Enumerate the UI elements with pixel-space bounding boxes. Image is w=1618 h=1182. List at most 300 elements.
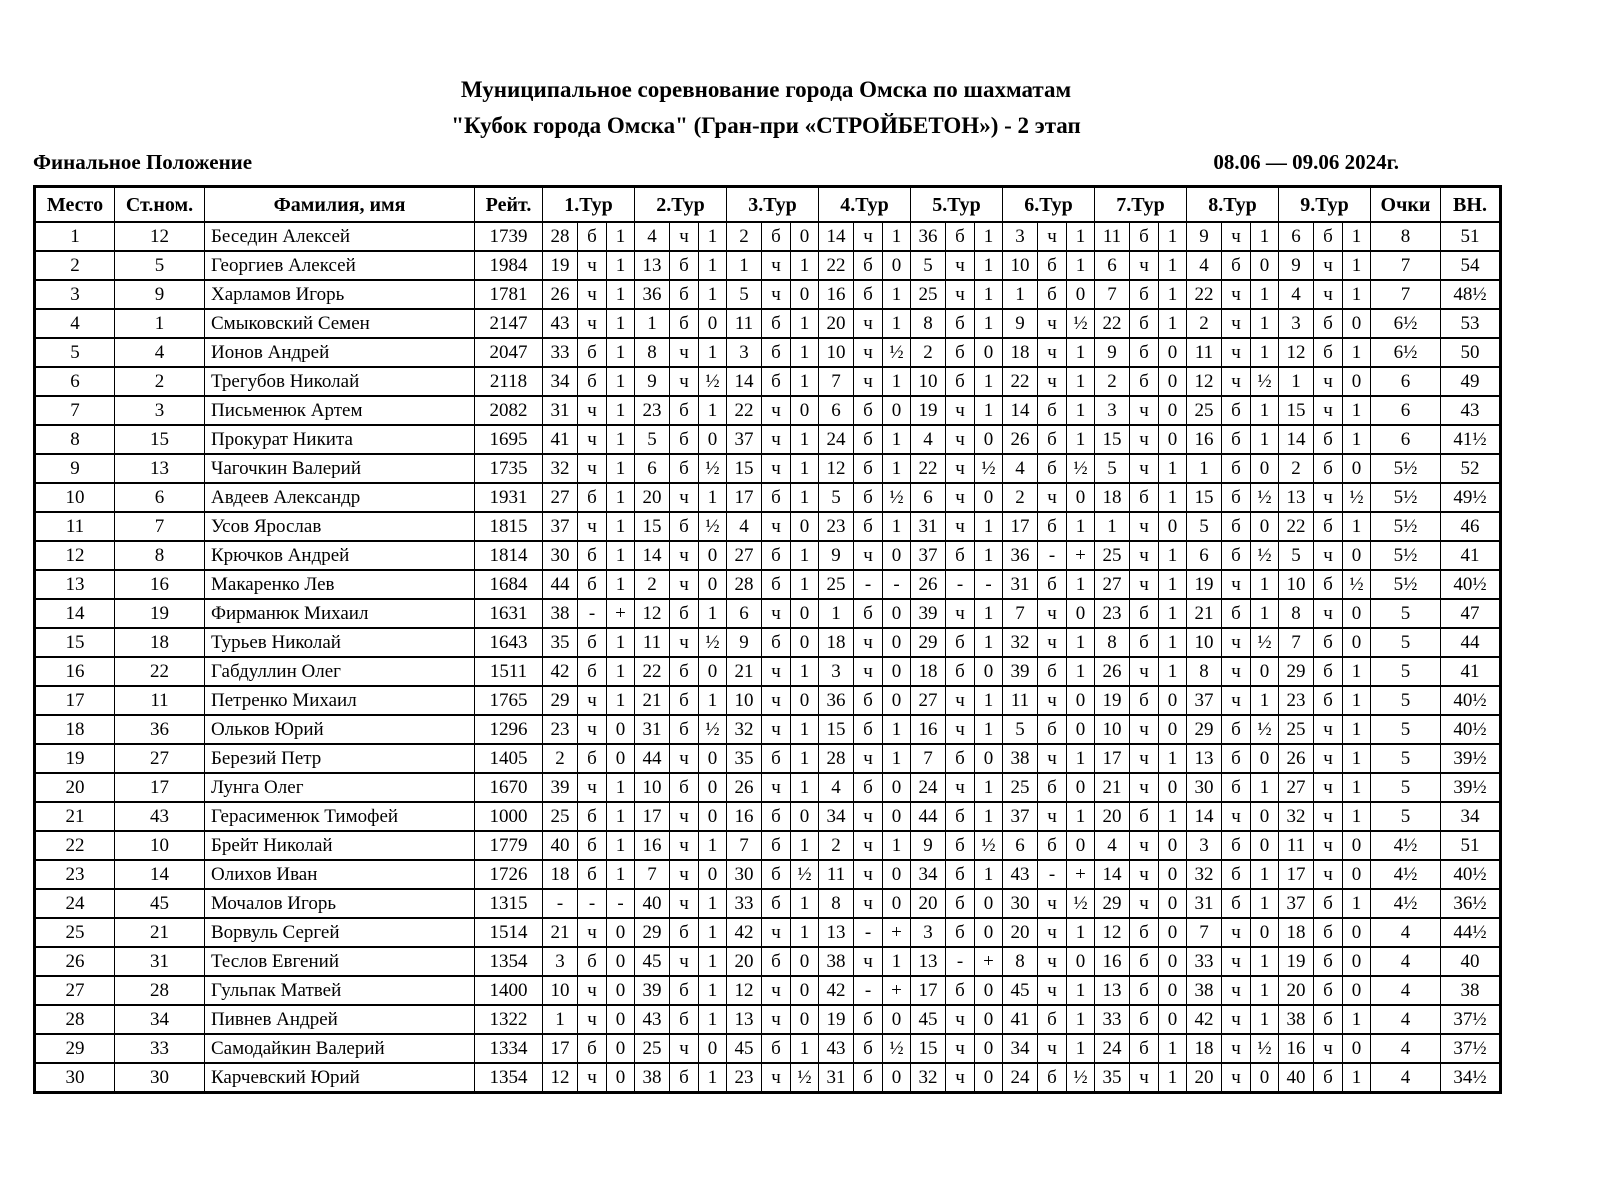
cell-opponent: 19 [819, 1005, 854, 1034]
cell-result: 1 [883, 831, 911, 860]
cell-color: ч [762, 396, 791, 425]
cell-opponent: 20 [819, 309, 854, 338]
cell-color: ч [762, 425, 791, 454]
cell-color: б [854, 686, 883, 715]
date-range: 08.06 — 09.06 2024г. [1213, 150, 1399, 174]
cell-opponent: 7 [819, 367, 854, 396]
cell-opponent: 32 [911, 1063, 946, 1093]
cell-color: ч [1314, 251, 1343, 280]
cell-color: ч [670, 889, 699, 918]
cell-place: 8 [35, 425, 115, 454]
cell-buchholz: 54 [1441, 251, 1501, 280]
cell-rating: 2082 [475, 396, 543, 425]
cell-result: 1 [883, 425, 911, 454]
cell-opponent: 3 [819, 657, 854, 686]
cell-rating: 1931 [475, 483, 543, 512]
cell-opponent: 19 [543, 251, 578, 280]
cell-result: 1 [699, 686, 727, 715]
table-row [35, 309, 1501, 338]
cell-start-number: 13 [115, 454, 205, 483]
cell-opponent: 33 [727, 889, 762, 918]
cell-result: 1 [607, 628, 635, 657]
cell-color: ч [1130, 541, 1159, 570]
cell-opponent: 35 [727, 744, 762, 773]
cell-result: 1 [791, 657, 819, 686]
cell-opponent: 24 [819, 425, 854, 454]
cell-result: 0 [1251, 802, 1279, 831]
cell-opponent: 21 [635, 686, 670, 715]
cell-color: б [1038, 715, 1067, 744]
cell-buchholz: 40½ [1441, 715, 1501, 744]
cell-buchholz: 40 [1441, 947, 1501, 976]
cell-color: ч [1314, 367, 1343, 396]
cell-color: б [946, 541, 975, 570]
table-row [35, 570, 1501, 599]
cell-result: 0 [1159, 976, 1187, 1005]
cell-player-name: Усов Ярослав [205, 512, 475, 541]
cell-opponent: 28 [819, 744, 854, 773]
cell-player-name: Олихов Иван [205, 860, 475, 889]
cell-color: ч [1314, 541, 1343, 570]
cell-result: 0 [1159, 425, 1187, 454]
cell-opponent: 36 [911, 222, 946, 251]
cell-result: 1 [1251, 599, 1279, 628]
cell-opponent: 36 [819, 686, 854, 715]
cell-opponent: 21 [543, 918, 578, 947]
cell-result: 0 [1159, 367, 1187, 396]
cell-result: 1 [975, 802, 1003, 831]
cell-opponent: 24 [1003, 1063, 1038, 1093]
cell-result: 1 [699, 976, 727, 1005]
cell-color: б [1130, 947, 1159, 976]
cell-color: ч [578, 686, 607, 715]
cell-result: 0 [975, 338, 1003, 367]
cell-color: - [854, 976, 883, 1005]
cell-place: 9 [35, 454, 115, 483]
cell-opponent: 21 [1187, 599, 1222, 628]
cell-opponent: 27 [543, 483, 578, 512]
cell-color: б [670, 976, 699, 1005]
cell-color: ч [670, 222, 699, 251]
cell-result: 1 [1067, 918, 1095, 947]
cell-color: б [1038, 1063, 1067, 1093]
cell-color: ч [1314, 280, 1343, 309]
cell-color: ч [762, 773, 791, 802]
cell-opponent: 7 [1095, 280, 1130, 309]
cell-result: 1 [1159, 570, 1187, 599]
cell-points: 4½ [1371, 860, 1441, 889]
cell-color: б [670, 425, 699, 454]
cell-opponent: 26 [911, 570, 946, 599]
cell-result: 1 [1067, 802, 1095, 831]
cell-result: 0 [607, 1034, 635, 1063]
cell-opponent: 3 [727, 338, 762, 367]
cell-player-name: Авдеев Александр [205, 483, 475, 512]
cell-result: 1 [883, 280, 911, 309]
cell-opponent: 32 [1279, 802, 1314, 831]
cell-opponent: 37 [1279, 889, 1314, 918]
cell-buchholz: 37½ [1441, 1034, 1501, 1063]
cell-rating: 1726 [475, 860, 543, 889]
cell-color: б [1222, 889, 1251, 918]
cell-result: + [1067, 860, 1095, 889]
cell-opponent: 20 [727, 947, 762, 976]
cell-color: ч [946, 454, 975, 483]
cell-opponent: 24 [1095, 1034, 1130, 1063]
cell-opponent: 4 [911, 425, 946, 454]
cell-rating: 1334 [475, 1034, 543, 1063]
cell-rating: 1631 [475, 599, 543, 628]
cell-opponent: 30 [1187, 773, 1222, 802]
cell-result: 1 [699, 251, 727, 280]
table-row [35, 831, 1501, 860]
cell-result: 0 [1159, 686, 1187, 715]
cell-opponent: 27 [911, 686, 946, 715]
cell-opponent: 29 [1095, 889, 1130, 918]
cell-color: ч [1038, 686, 1067, 715]
cell-opponent: 9 [1003, 309, 1038, 338]
cell-opponent: 3 [1095, 396, 1130, 425]
cell-opponent: 11 [1003, 686, 1038, 715]
cell-color: б [1038, 425, 1067, 454]
cell-opponent: 31 [911, 512, 946, 541]
cell-buchholz: 39½ [1441, 744, 1501, 773]
cell-result: 1 [883, 947, 911, 976]
cell-color: ч [762, 280, 791, 309]
cell-opponent: 13 [727, 1005, 762, 1034]
table-row [35, 338, 1501, 367]
cell-result: 0 [607, 918, 635, 947]
cell-opponent: 13 [1095, 976, 1130, 1005]
cell-opponent: 2 [543, 744, 578, 773]
cell-color: б [762, 367, 791, 396]
cell-result: 0 [975, 425, 1003, 454]
cell-result: 1 [1251, 889, 1279, 918]
cell-color: ч [1222, 367, 1251, 396]
cell-opponent: 11 [1187, 338, 1222, 367]
cell-result: 0 [883, 889, 911, 918]
cell-result: 0 [607, 947, 635, 976]
cell-points: 7 [1371, 251, 1441, 280]
cell-opponent: 9 [819, 541, 854, 570]
cell-color: б [1130, 976, 1159, 1005]
cell-rating: 1814 [475, 541, 543, 570]
cell-result: 0 [1343, 1034, 1371, 1063]
cell-color: б [946, 831, 975, 860]
cell-result: 0 [1067, 483, 1095, 512]
cell-place: 7 [35, 396, 115, 425]
cell-opponent: 6 [635, 454, 670, 483]
cell-color: ч [1130, 454, 1159, 483]
table-row [35, 744, 1501, 773]
cell-result: 0 [975, 1063, 1003, 1093]
cell-color: ч [1130, 425, 1159, 454]
cell-color: б [1130, 222, 1159, 251]
cell-result: 0 [791, 599, 819, 628]
cell-color: - [854, 918, 883, 947]
cell-points: 5 [1371, 628, 1441, 657]
cell-start-number: 17 [115, 773, 205, 802]
cell-color: ч [1038, 918, 1067, 947]
cell-color: б [1038, 512, 1067, 541]
cell-color: б [670, 773, 699, 802]
cell-color: б [762, 628, 791, 657]
cell-result: 1 [975, 773, 1003, 802]
cell-player-name: Фирманюк Михаил [205, 599, 475, 628]
cell-opponent: 14 [1003, 396, 1038, 425]
cell-color: ч [1314, 773, 1343, 802]
cell-result: 1 [1343, 686, 1371, 715]
cell-player-name: Габдуллин Олег [205, 657, 475, 686]
cell-opponent: 19 [911, 396, 946, 425]
cell-color: б [1038, 1005, 1067, 1034]
cell-rating: 1514 [475, 918, 543, 947]
cell-color: б [854, 280, 883, 309]
cell-opponent: 43 [1003, 860, 1038, 889]
cell-start-number: 14 [115, 860, 205, 889]
cell-result: 0 [1343, 309, 1371, 338]
cell-result: 1 [975, 222, 1003, 251]
cell-opponent: 23 [1095, 599, 1130, 628]
cell-color: б [1038, 657, 1067, 686]
cell-result: 0 [1251, 251, 1279, 280]
cell-color: б [946, 918, 975, 947]
cell-result: 1 [791, 338, 819, 367]
table-row [35, 1063, 1501, 1093]
cell-result: 1 [607, 454, 635, 483]
cell-opponent: 38 [1187, 976, 1222, 1005]
cell-opponent: 27 [1095, 570, 1130, 599]
cell-result: 1 [1067, 744, 1095, 773]
cell-color: б [1130, 338, 1159, 367]
cell-buchholz: 51 [1441, 831, 1501, 860]
cell-opponent: 20 [635, 483, 670, 512]
cell-buchholz: 41½ [1441, 425, 1501, 454]
cell-opponent: 7 [1187, 918, 1222, 947]
cell-opponent: 22 [1279, 512, 1314, 541]
cell-player-name: Березий Петр [205, 744, 475, 773]
cell-start-number: 2 [115, 367, 205, 396]
cell-opponent: 34 [819, 802, 854, 831]
cell-color: ч [1222, 947, 1251, 976]
cell-rating: 2047 [475, 338, 543, 367]
cell-result: 1 [607, 396, 635, 425]
cell-opponent: 14 [727, 367, 762, 396]
cell-opponent: 32 [543, 454, 578, 483]
cell-player-name: Мочалов Игорь [205, 889, 475, 918]
cell-opponent: 20 [911, 889, 946, 918]
cell-color: б [946, 657, 975, 686]
cell-color: б [578, 541, 607, 570]
cell-color: б [578, 657, 607, 686]
cell-result: 0 [1251, 1063, 1279, 1093]
cell-opponent: 10 [911, 367, 946, 396]
cell-result: 0 [791, 686, 819, 715]
cell-result: 1 [975, 367, 1003, 396]
cell-color: б [1130, 599, 1159, 628]
cell-color: б [1314, 918, 1343, 947]
cell-opponent: 10 [727, 686, 762, 715]
cell-result: 1 [1343, 425, 1371, 454]
table-row [35, 1034, 1501, 1063]
cell-start-number: 27 [115, 744, 205, 773]
cell-opponent: 35 [1095, 1063, 1130, 1093]
cell-result: 0 [699, 773, 727, 802]
cell-place: 18 [35, 715, 115, 744]
cell-points: 5 [1371, 802, 1441, 831]
cell-result: ½ [699, 628, 727, 657]
cell-result: 1 [791, 483, 819, 512]
cell-opponent: 32 [727, 715, 762, 744]
cell-color: б [670, 686, 699, 715]
cell-color: ч [670, 947, 699, 976]
cell-start-number: 7 [115, 512, 205, 541]
cell-result: + [883, 918, 911, 947]
cell-opponent: 14 [635, 541, 670, 570]
cell-opponent: 44 [635, 744, 670, 773]
cell-opponent: 15 [1095, 425, 1130, 454]
cell-result: ½ [699, 454, 727, 483]
cell-result: 1 [1159, 628, 1187, 657]
cell-color: б [670, 280, 699, 309]
cell-color: ч [1130, 396, 1159, 425]
cell-start-number: 30 [115, 1063, 205, 1093]
table-row [35, 251, 1501, 280]
cell-color: б [1314, 454, 1343, 483]
cell-color: ч [578, 715, 607, 744]
cell-opponent: 34 [1003, 1034, 1038, 1063]
cell-color: ч [946, 280, 975, 309]
cell-start-number: 6 [115, 483, 205, 512]
cell-result: 1 [1159, 280, 1187, 309]
cell-opponent: 11 [819, 860, 854, 889]
cell-color: б [578, 367, 607, 396]
cell-opponent: 10 [1279, 570, 1314, 599]
cell-start-number: 3 [115, 396, 205, 425]
cell-opponent: 7 [911, 744, 946, 773]
cell-opponent: 12 [1279, 338, 1314, 367]
cell-color: б [1314, 657, 1343, 686]
header-place: Место [35, 187, 115, 223]
cell-opponent: 28 [727, 570, 762, 599]
cell-opponent: 30 [543, 541, 578, 570]
cell-buchholz: 52 [1441, 454, 1501, 483]
cell-place: 24 [35, 889, 115, 918]
cell-opponent: 25 [635, 1034, 670, 1063]
cell-opponent: 5 [635, 425, 670, 454]
cell-result: + [883, 976, 911, 1005]
cell-opponent: 10 [819, 338, 854, 367]
cell-result: 0 [791, 1005, 819, 1034]
cell-place: 20 [35, 773, 115, 802]
cell-result: 0 [1067, 686, 1095, 715]
cell-player-name: Пивнев Андрей [205, 1005, 475, 1034]
cell-start-number: 12 [115, 222, 205, 251]
cell-color: ч [946, 1005, 975, 1034]
cell-buchholz: 34½ [1441, 1063, 1501, 1093]
cell-opponent: 18 [911, 657, 946, 686]
cell-result: 0 [975, 976, 1003, 1005]
cell-result: 1 [791, 251, 819, 280]
cell-opponent: 2 [727, 222, 762, 251]
cell-buchholz: 48½ [1441, 280, 1501, 309]
table-row [35, 773, 1501, 802]
cell-opponent: 14 [1279, 425, 1314, 454]
cell-result: 1 [1343, 744, 1371, 773]
cell-result: 1 [791, 744, 819, 773]
cell-result: 0 [883, 599, 911, 628]
cell-opponent: 13 [1279, 483, 1314, 512]
cell-opponent: 4 [1187, 251, 1222, 280]
cell-player-name: Лунга Олег [205, 773, 475, 802]
cell-opponent: 40 [1279, 1063, 1314, 1093]
cell-opponent: 1 [1003, 280, 1038, 309]
cell-start-number: 4 [115, 338, 205, 367]
cell-color: б [762, 222, 791, 251]
cell-buchholz: 49½ [1441, 483, 1501, 512]
header-round-2: 2.Тур [635, 187, 727, 223]
cell-result: 1 [1067, 338, 1095, 367]
cell-opponent: 38 [543, 599, 578, 628]
cell-color: б [1038, 570, 1067, 599]
cell-result: 1 [1343, 338, 1371, 367]
cell-opponent: 2 [819, 831, 854, 860]
cell-color: б [1130, 686, 1159, 715]
cell-color: б [1038, 280, 1067, 309]
cell-opponent: 30 [1003, 889, 1038, 918]
cell-player-name: Беседин Алексей [205, 222, 475, 251]
cell-opponent: 5 [1095, 454, 1130, 483]
cell-result: ½ [975, 454, 1003, 483]
cell-place: 13 [35, 570, 115, 599]
cell-result: 1 [1343, 715, 1371, 744]
table-row [35, 976, 1501, 1005]
cell-color: ч [1038, 976, 1067, 1005]
cell-color: б [1314, 628, 1343, 657]
cell-start-number: 9 [115, 280, 205, 309]
cell-opponent: 21 [1095, 773, 1130, 802]
cell-opponent: 23 [727, 1063, 762, 1093]
cell-result: 0 [1343, 860, 1371, 889]
cell-result: 0 [699, 1034, 727, 1063]
cell-color: б [946, 338, 975, 367]
cell-color: б [1314, 1005, 1343, 1034]
cell-start-number: 19 [115, 599, 205, 628]
cell-result: 1 [607, 309, 635, 338]
cell-opponent: 7 [1279, 628, 1314, 657]
cell-color: ч [762, 251, 791, 280]
cell-color: ч [1130, 831, 1159, 860]
cell-result: 0 [883, 1005, 911, 1034]
cell-result: 1 [607, 860, 635, 889]
cell-color: ч [1130, 889, 1159, 918]
cell-result: 1 [699, 599, 727, 628]
cell-result: 1 [1159, 599, 1187, 628]
cell-opponent: 5 [911, 251, 946, 280]
cell-result: 0 [1251, 454, 1279, 483]
cell-result: 0 [883, 628, 911, 657]
cell-color: б [578, 802, 607, 831]
cell-place: 17 [35, 686, 115, 715]
cell-place: 19 [35, 744, 115, 773]
cell-color: б [1222, 599, 1251, 628]
cell-result: 0 [607, 744, 635, 773]
cell-rating: 1815 [475, 512, 543, 541]
cell-opponent: 2 [1095, 367, 1130, 396]
cell-result: 0 [975, 889, 1003, 918]
cell-result: 1 [1067, 222, 1095, 251]
cell-place: 15 [35, 628, 115, 657]
